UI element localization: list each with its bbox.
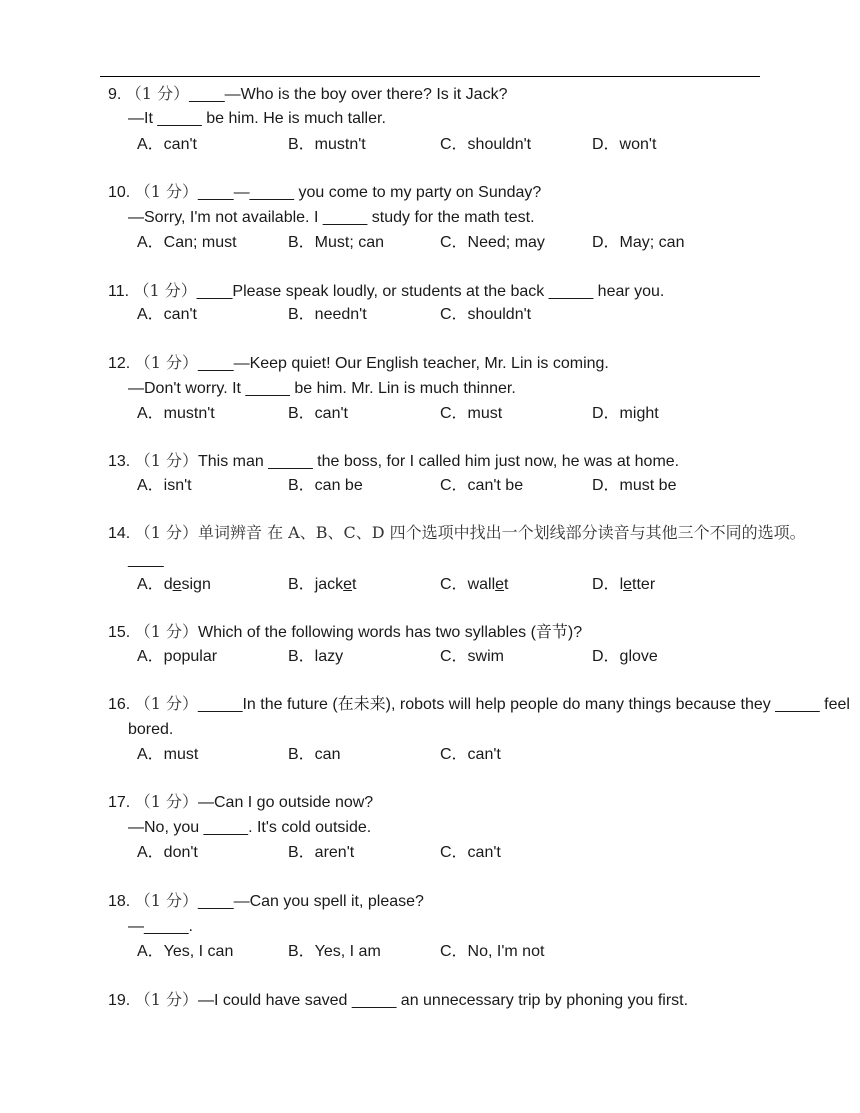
question-10-line2: —Sorry, I'm not available. I _____ study for the math test. (128, 209, 535, 226)
question-9-number: 9. （1 分）____—Who is the boy over there? Is it Jack? (108, 84, 508, 103)
question-10-option-c[interactable]: C．Need; may (440, 234, 545, 251)
question-17-option-c[interactable]: C．can't (440, 844, 501, 861)
question-10-number: 10. （1 分）____—_____ you come to my party on Sunday? (108, 182, 542, 201)
question-13-option-c[interactable]: C．can't be (440, 477, 524, 494)
question-19-number: 19. （1 分）—I could have saved _____ an unnecessary trip by phoning you first. (108, 990, 689, 1009)
question-18-line2: —_____. (128, 918, 193, 935)
question-12-option-a[interactable]: A．mustn't (137, 405, 215, 422)
question-17-number: 17. （1 分）—Can I go outside now? (108, 792, 374, 811)
question-11-number: 11. （1 分）____Please speak loudly, or students at the back _____ hear you. (108, 281, 665, 300)
question-11-option-c[interactable]: C．shouldn't (440, 306, 532, 323)
question-14-number: 14. （1 分）单词辨音 在 A、B、C、D 四个选项中找出一个划线部分读音与其他三个不同的选项。 (108, 523, 806, 542)
question-12-line2: —Don't worry. It _____ be him. Mr. Lin is much thinner. (128, 380, 516, 397)
question-12-option-b[interactable]: B．can't (288, 405, 348, 422)
question-16-option-b[interactable]: B．can (288, 746, 341, 763)
question-18-option-b[interactable]: B．Yes, I am (288, 943, 381, 960)
question-16-option-a[interactable]: A．must (137, 746, 199, 763)
question-15-option-a[interactable]: A．popular (137, 648, 218, 665)
question-15-number: 15. （1 分）Which of the following words has two syllables (音节)? (108, 622, 583, 641)
question-15-option-d[interactable]: D．glove (592, 648, 658, 665)
question-16-line2: bored. (128, 721, 174, 738)
question-9-option-a[interactable]: A．can't (137, 136, 197, 153)
question-17-line2: —No, you _____. It's cold outside. (128, 819, 372, 836)
question-11-option-a[interactable]: A．can't (137, 306, 197, 323)
question-16-number: 16. （1 分）_____In the future (在未来), robots will help people do many things because they _____ feel (108, 694, 850, 713)
question-18-option-a[interactable]: A．Yes, I can (137, 943, 234, 960)
question-9-line2: —It _____ be him. He is much taller. (128, 110, 386, 127)
question-18-number: 18. （1 分）____—Can you spell it, please? (108, 891, 424, 910)
question-12-option-d[interactable]: D．might (592, 405, 659, 422)
question-17-option-b[interactable]: B．aren't (288, 844, 355, 861)
question-9-option-d[interactable]: D．won't (592, 136, 657, 153)
question-13-number: 13. （1 分）This man _____ the boss, for I called him just now, he was at home. (108, 451, 680, 470)
question-10-option-d[interactable]: D．May; can (592, 234, 685, 251)
question-12-number: 12. （1 分）____—Keep quiet! Our English teacher, Mr. Lin is coming. (108, 353, 609, 372)
question-12-option-c[interactable]: C．must (440, 405, 503, 422)
question-17-option-a[interactable]: A．don't (137, 844, 198, 861)
question-14-option-d[interactable]: D．letter (592, 576, 656, 593)
question-9-option-c[interactable]: C．shouldn't (440, 136, 532, 153)
question-16-option-c[interactable]: C．can't (440, 746, 501, 763)
question-10-option-b[interactable]: B．Must; can (288, 234, 385, 251)
header-rule (100, 76, 760, 77)
question-10-option-a[interactable]: A．Can; must (137, 234, 237, 251)
question-11-option-b[interactable]: B．needn't (288, 306, 367, 323)
question-14-option-b[interactable]: B．jacket (288, 576, 357, 593)
question-14-option-c[interactable]: C．wallet (440, 576, 509, 593)
question-9-option-b[interactable]: B．mustn't (288, 136, 366, 153)
question-14-blank: ____ (128, 551, 164, 568)
question-13-option-b[interactable]: B．can be (288, 477, 363, 494)
question-13-option-a[interactable]: A．isn't (137, 477, 192, 494)
question-15-option-b[interactable]: B．lazy (288, 648, 344, 665)
question-14-option-a[interactable]: A．design (137, 576, 211, 593)
question-13-option-d[interactable]: D．must be (592, 477, 677, 494)
question-18-option-c[interactable]: C．No, I'm not (440, 943, 545, 960)
question-15-option-c[interactable]: C．swim (440, 648, 504, 665)
